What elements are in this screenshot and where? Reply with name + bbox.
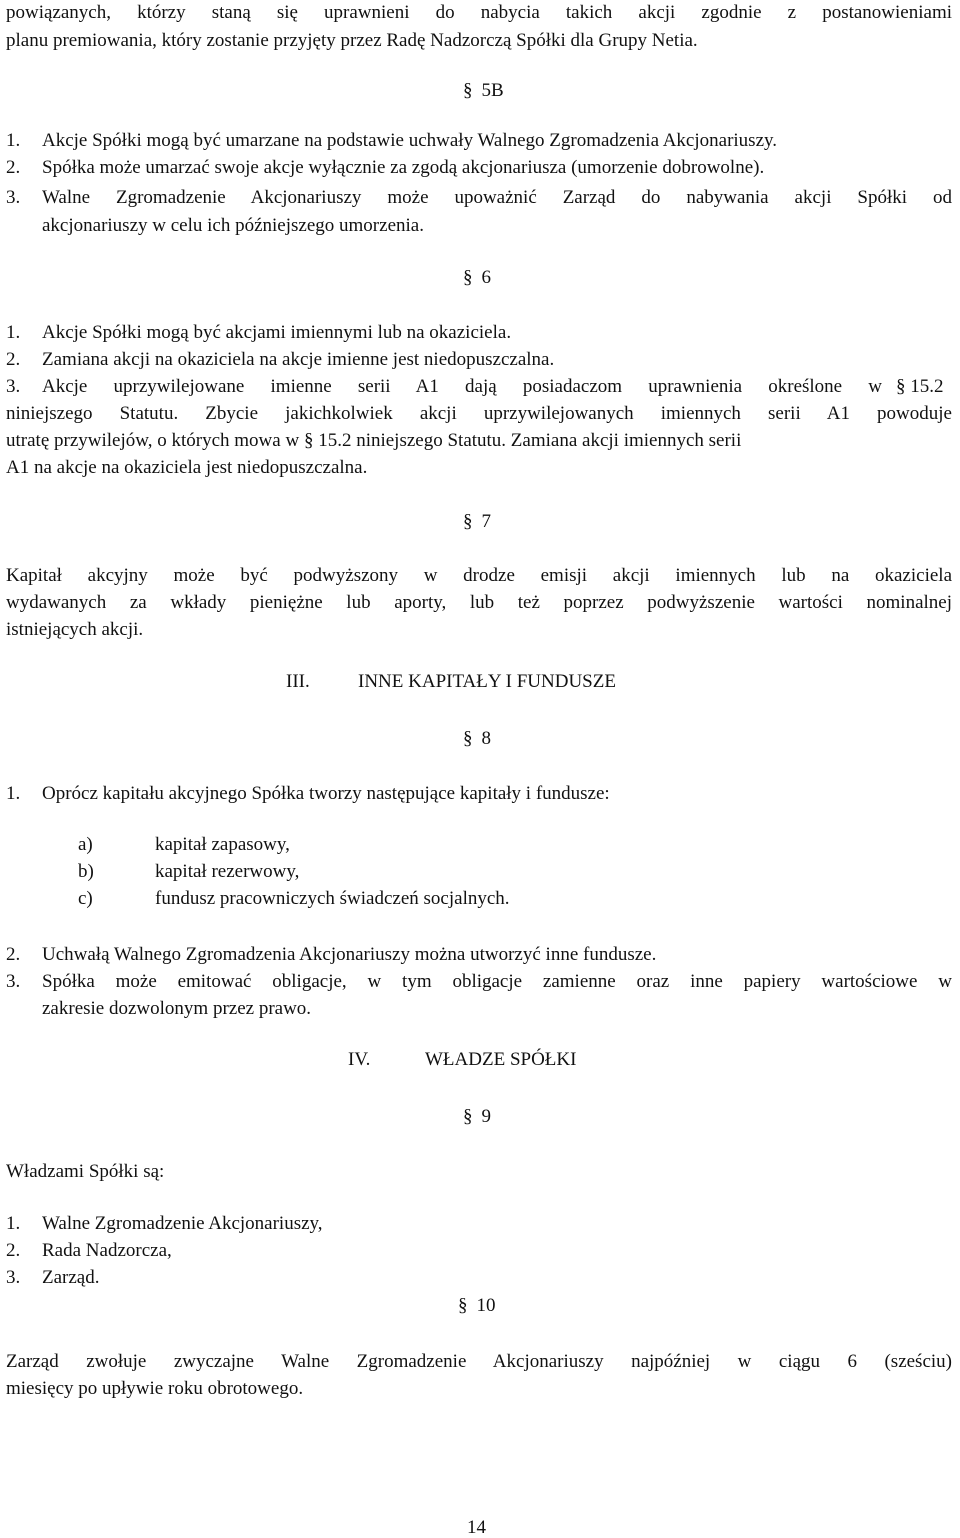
paragraph-text: A1 na akcje na okaziciela jest niedopuszczalna. [6,457,368,478]
paragraph-text: Zarząd zwołuje zwyczajne Walne Zgromadzenie Akcjonariuszy najpóźniej w ciągu 6 (sześciu) [6,1351,952,1372]
paragraph-text: Spółka może umarzać swoje akcje wyłącznie za zgodą akcjonariusza (umorzenie dobrowolne). [42,157,765,178]
intro-line: planu premiowania, który zostanie przyjęty przez Radę Nadzorczą Spółki dla Grupy Netia. [6,30,698,51]
list-label: c) [78,888,93,909]
intro-line: powiązanych, którzy staną się uprawnieni do nabycia takich akcji zgodnie z postanowieniami [6,2,952,23]
paragraph-text: Kapitał akcyjny może być podwyższony w drodze emisji akcji imiennych lub na okaziciela [6,565,952,586]
paragraph-text: Akcje Spółki mogą być akcjami imiennymi lub na okaziciela. [42,322,512,343]
paragraph-text [6,431,741,450]
section-heading-10 [458,1296,496,1315]
paragraph-text: wydawanych za wkłady pieniężne lub aporty, lub też poprzez podwyższenie wartości nominalnej [6,592,952,613]
section-number: 9 [481,1106,491,1127]
section-symbol: § [463,1106,473,1127]
paragraph-text: niniejszego Statutu. Zbycie jakichkolwiek akcji uprzywilejowanych imiennych serii A1 powoduje [6,403,952,424]
list-number: 2. [6,1240,21,1261]
section-symbol: § [463,267,473,288]
section-reference: 15.2 [910,376,944,397]
list-item-text: Zarząd. [42,1267,100,1288]
section-heading-9 [463,1107,491,1126]
paragraph-text: Oprócz kapitału akcyjnego Spółka tworzy następujące kapitały i fundusze: [42,783,610,804]
list-number: 2. [6,157,21,178]
section-symbol: § [303,430,314,451]
list-number: 2. [6,349,21,370]
list-number: 1. [6,322,21,343]
paragraph-text: zakresie dozwolonym przez prawo. [42,998,312,1019]
section-heading-8 [463,729,491,748]
section-number: 6 [481,267,491,288]
paragraph-text: Uchwałą Walnego Zgromadzenia Akcjonariuszy można utworzyć inne fundusze. [42,944,657,965]
section-number: 10 [476,1295,496,1316]
paragraph-text: Zamiana akcji na okaziciela na akcje imienne jest niedopuszczalna. [42,349,555,370]
paragraph-text: Akcje Spółki mogą być umarzane na podstawie uchwały Walnego Zgromadzenia Akcjonariuszy. [42,130,778,151]
list-number: 3. [6,1267,21,1288]
list-number: 3. [6,187,21,208]
text-fragment: utratę przywilejów, o których mowa w [6,430,300,451]
list-number: 3. [6,971,21,992]
section-number: 5B [481,80,504,101]
paragraph-text: Akcje uprzywilejowane imienne serii A1 dają posiadaczom uprawnienia określone w [42,376,882,397]
list-label: a) [78,834,93,855]
list-number: 1. [6,783,21,804]
paragraph-text: Władzami Spółki są: [6,1161,165,1182]
list-item-text: fundusz pracowniczych świadczeń socjalnych. [155,888,510,909]
section-symbol: § [463,728,473,749]
section-symbol: § [463,80,473,101]
section-number: 8 [481,728,491,749]
chapter-title: WŁADZE SPÓŁKI [425,1049,577,1070]
section-heading-7 [463,512,491,531]
section-symbol: § [896,376,906,397]
list-item-text: kapitał rezerwowy, [155,861,300,882]
paragraph-text [896,377,944,396]
page-number: 14 [467,1517,486,1538]
list-number: 1. [6,1213,21,1234]
section-symbol: § [458,1295,468,1316]
list-item-text: Walne Zgromadzenie Akcjonariuszy, [42,1213,323,1234]
section-heading-5b [463,81,504,100]
chapter-number: IV. [348,1049,371,1070]
paragraph-text: akcjonariuszy w celu ich późniejszego umorzenia. [42,215,424,236]
section-number: 7 [481,511,491,532]
list-item-text: kapitał zapasowy, [155,834,290,855]
section-symbol: § [463,511,473,532]
list-label: b) [78,861,94,882]
list-number: 1. [6,130,21,151]
text-fragment: 15.2 niniejszego Statutu. Zamiana akcji imiennych serii [318,430,742,451]
chapter-number: III. [286,671,310,692]
paragraph-text: istniejących akcji. [6,619,144,640]
paragraph-text: Spółka może emitować obligacje, w tym obligacje zamienne oraz inne papiery wartościowe w [42,971,952,992]
section-heading-6 [463,268,491,287]
list-item-text: Rada Nadzorcza, [42,1240,172,1261]
chapter-title: INNE KAPITAŁY I FUNDUSZE [358,671,616,692]
list-number: 3. [6,376,21,397]
paragraph-text: Walne Zgromadzenie Akcjonariuszy może upoważnić Zarząd do nabywania akcji Spółki od [42,187,952,208]
list-number: 2. [6,944,21,965]
paragraph-text: miesięcy po upływie roku obrotowego. [6,1378,304,1399]
